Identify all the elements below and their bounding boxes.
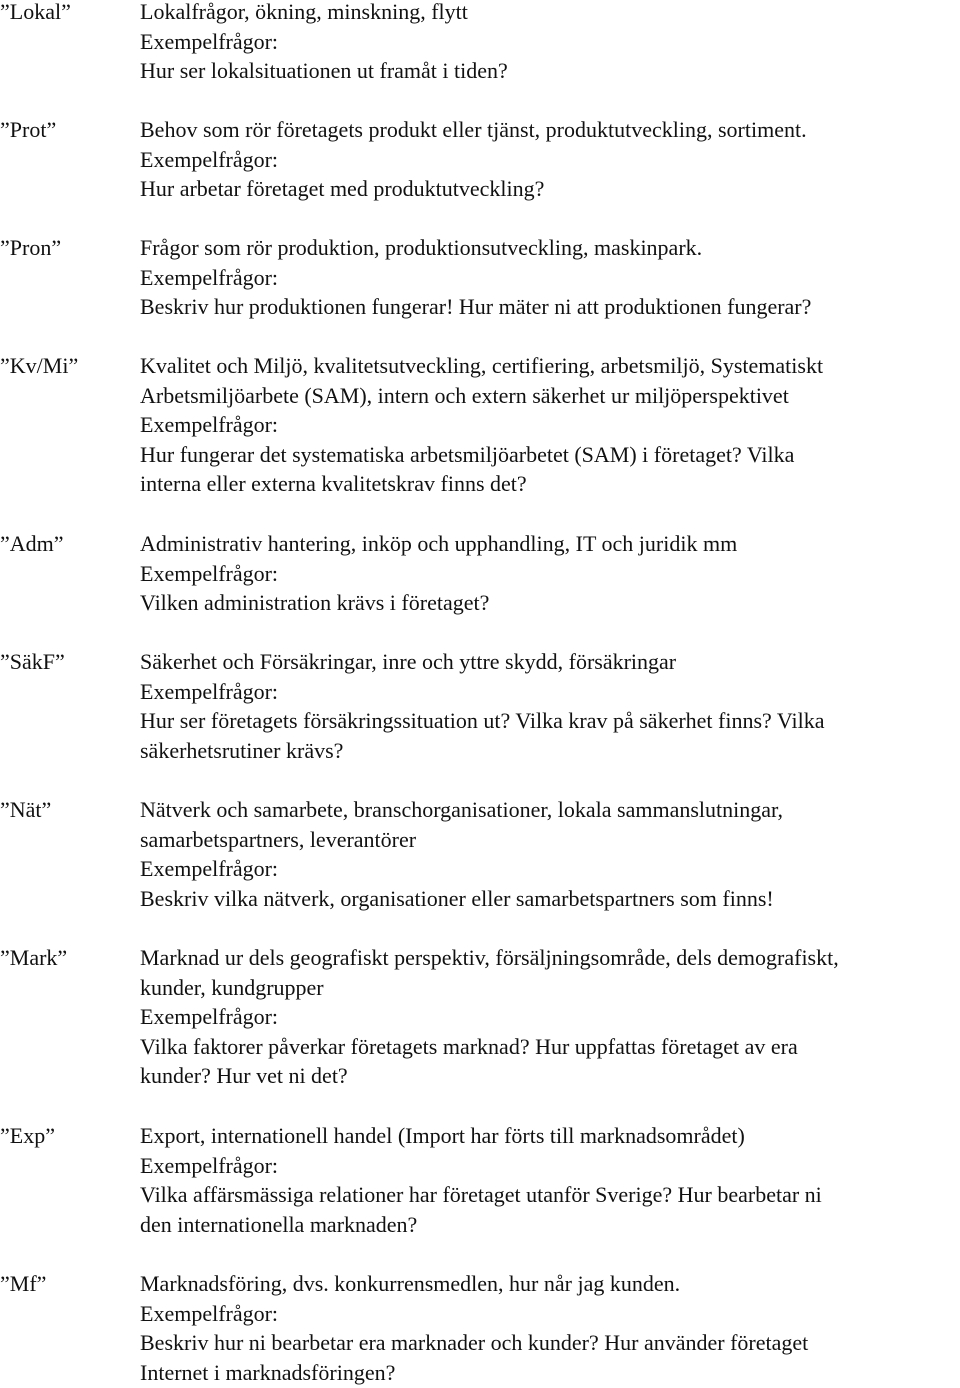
entry-body [140,1269,960,1387]
entry-code: ”Exp” [0,1123,55,1148]
entry-line: Exempelfrågor: [140,678,279,704]
entry-line: Administrativ hantering, inköp och upphandling, IT och juridik mm [140,531,738,556]
entry-line: samarbetspartners, leverantörer [140,826,417,852]
entry-line: Internet i marknadsföringen? [140,1359,396,1385]
entry-line: Hur fungerar det systematiska arbetsmiljöarbetet (SAM) i företaget? Vilka [140,441,795,467]
entry-line: kunder? Hur vet ni det? [140,1063,348,1088]
entry-line: Exempelfrågor: [140,1004,279,1029]
entry-line: Nätverk och samarbete, branschorganisationer, lokala sammanslutningar, [140,797,783,822]
entry-body [140,351,960,499]
entry-body [140,795,960,913]
entry-line: Arbetsmiljöarbete (SAM), intern och extern säkerhet ur miljöperspektivet [140,382,789,408]
entry-line: Exempelfrågor: [140,28,279,54]
entry-code: ”Kv/Mi” [0,353,79,378]
entry-body [140,943,960,1091]
entry-body [140,233,960,322]
entry-line: Export, internationell handel (Import har förts till marknadsområdet) [140,1123,745,1148]
entry-code: ”SäkF” [0,649,65,674]
entry-code: ”Mf” [0,1271,47,1296]
entry-line: Exempelfrågor: [140,560,279,586]
entry-body [140,0,960,86]
entry-body [140,529,960,618]
entry-body [140,115,960,204]
entry-line: Hur ser företagets försäkringssituation ut? Vilka krav på säkerhet finns? Vilka [140,708,825,733]
entry-line: Marknadsföring, dvs. konkurrensmedlen, hur når jag kunden. [140,1271,681,1296]
entry-line: Exempelfrågor: [140,856,279,881]
entry-line: Säkerhet och Försäkringar, inre och yttre skydd, försäkringar [140,649,677,674]
entry-line: den internationella marknaden? [140,1211,418,1237]
entry-line: Hur arbetar företaget med produktutveckling? [140,176,545,201]
entry-line: Behov som rör företagets produkt eller tjänst, produktutveckling, sortiment. [140,117,807,142]
entry-line: Exempelfrågor: [140,412,279,437]
entry-line: interna eller externa kvalitetskrav finns det? [140,471,527,496]
entry-line: Beskriv hur produktionen fungerar! Hur mäter ni att produktionen fungerar? [140,294,812,319]
entry-line: säkerhetsrutiner krävs? [140,737,344,763]
entry-body [140,1121,960,1239]
entry-code: ”Nät” [0,797,52,822]
entry-line: Kvalitet och Miljö, kvalitetsutveckling, certifiering, arbetsmiljö, Systematiskt [140,353,824,378]
entry-line: Beskriv vilka nätverk, organisationer eller samarbetspartners som finns! [140,885,774,911]
entry-code: ”Adm” [0,531,64,556]
entry-line: Exempelfrågor: [140,1300,279,1326]
entry-line: Hur ser lokalsituationen ut framåt i tiden? [140,58,508,83]
entry-code: ”Mark” [0,945,68,970]
entry-body [140,647,960,765]
entry-code: ”Pron” [0,235,62,260]
entry-line: Vilka faktorer påverkar företagets marknad? Hur uppfattas företaget av era [140,1033,798,1059]
entry-line: Exempelfrågor: [140,146,279,172]
entry-line: Frågor som rör produktion, produktionsutveckling, maskinpark. [140,235,703,260]
entry-line: Marknad ur dels geografiskt perspektiv, försäljningsområde, dels demografiskt, [140,945,839,970]
entry-code: ”Prot” [0,117,57,142]
entry-line: Vilka affärsmässiga relationer har företaget utanför Sverige? Hur bearbetar ni [140,1182,822,1207]
entry-line: Exempelfrågor: [140,1152,279,1178]
entry-line: Vilken administration krävs i företaget? [140,590,490,615]
entry-line: Beskriv hur ni bearbetar era marknader och kunder? Hur använder företaget [140,1330,809,1355]
entry-line: Exempelfrågor: [140,264,279,290]
entry-code: ”Lokal” [0,0,71,24]
entry-line: Lokalfrågor, ökning, minskning, flytt [140,0,468,24]
entry-line: kunder, kundgrupper [140,974,324,1000]
